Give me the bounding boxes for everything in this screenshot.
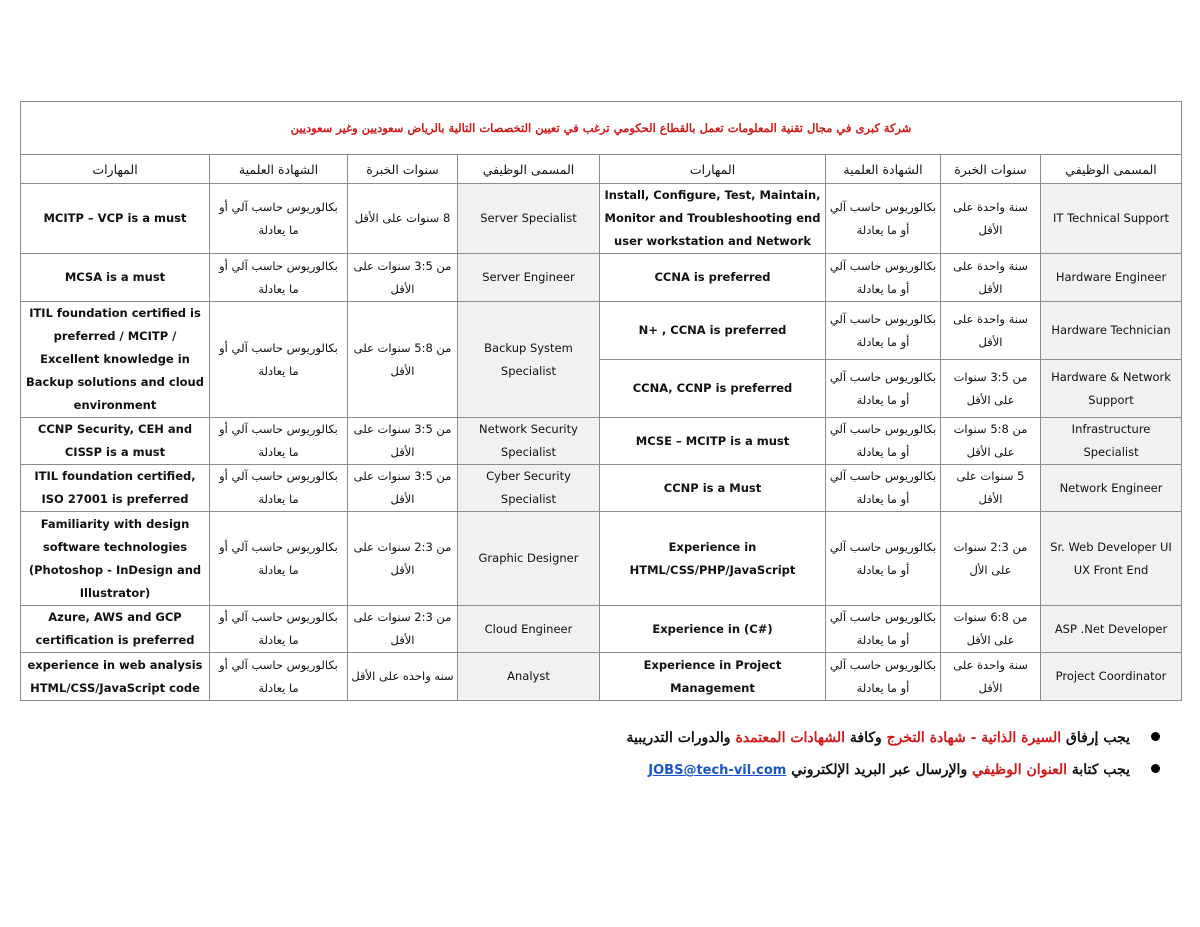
degree-cell: بكالوريوس حاسب آلي أو ما يعادلة <box>826 418 941 465</box>
header-skills-left: المهارات <box>21 155 210 184</box>
header-experience-left: سنوات الخبرة <box>348 155 458 184</box>
table-row <box>21 606 1182 653</box>
skills-cell: ITIL foundation certified is preferred / MCITP / Excellent knowledge in Backup solutions and cloud environment <box>21 302 210 418</box>
skills-cell: Experience in Project Management <box>600 653 826 701</box>
degree-cell: بكالوريوس حاسب آلي أو ما يعادلة <box>826 254 941 302</box>
experience-cell: من 3:5 سنوات على الأقل <box>348 254 458 302</box>
header-row <box>21 155 1182 184</box>
degree-cell: بكالوريوس حاسب آلي أو ما يعادلة <box>826 302 941 360</box>
degree-cell: بكالوريوس حاسب آلي أو ما يعادلة <box>826 606 941 653</box>
job-title-cell: Server Engineer <box>458 254 600 302</box>
degree-cell: بكالوريوس حاسب آلي أو ما يعادلة <box>210 606 348 653</box>
job-title-cell: IT Technical Support <box>1041 184 1182 254</box>
note-attachments <box>560 722 1160 754</box>
experience-cell: 8 سنوات على الأقل <box>348 184 458 254</box>
table-row <box>21 465 1182 512</box>
job-title-cell: Backup System Specialist <box>458 302 600 418</box>
note-highlight: الشهادات المعتمدة <box>735 730 845 746</box>
table-row <box>21 254 1182 302</box>
degree-cell: بكالوريوس حاسب آلي أو ما يعادلة <box>210 302 348 418</box>
note-email <box>560 754 1160 786</box>
header-degree-right: الشهادة العلمية <box>826 155 941 184</box>
note-highlight: العنوان الوظيفي <box>972 762 1067 778</box>
skills-cell: MCSA is a must <box>21 254 210 302</box>
experience-cell: سنة واحدة على الأقل <box>941 302 1041 360</box>
skills-cell: CCNA, CCNP is preferred <box>600 360 826 418</box>
header-skills-right: المهارات <box>600 155 826 184</box>
table-row <box>21 184 1182 254</box>
skills-cell: experience in web analysis HTML/CSS/JavaScript code <box>21 653 210 701</box>
experience-cell: من 3:5 سنوات على الأقل <box>348 418 458 465</box>
job-title-cell: Infrastructure Specialist <box>1041 418 1182 465</box>
job-title-cell: Network Engineer <box>1041 465 1182 512</box>
degree-cell: بكالوريوس حاسب آلي أو ما يعادلة <box>826 465 941 512</box>
degree-cell: بكالوريوس حاسب آلي أو ما يعادلة <box>826 184 941 254</box>
skills-cell: CCNP is a Must <box>600 465 826 512</box>
bullet-icon <box>1151 732 1160 741</box>
page-title: شركة كبرى في مجال تقنية المعلومات تعمل بالقطاع الحكومي ترغب في تعيين التخصصات التالية بالرياض سعوديين وغير سعوديين <box>21 102 1182 155</box>
table-row <box>21 418 1182 465</box>
job-title-cell: Cyber Security Specialist <box>458 465 600 512</box>
degree-cell: بكالوريوس حاسب آلي أو ما يعادلة <box>210 512 348 606</box>
requirements-notes <box>560 722 1160 786</box>
skills-cell: N+ , CCNA is preferred <box>600 302 826 360</box>
job-title-cell: Cloud Engineer <box>458 606 600 653</box>
job-title-cell: Network Security Specialist <box>458 418 600 465</box>
degree-cell: بكالوريوس حاسب آلي أو ما يعادلة <box>210 465 348 512</box>
skills-cell: ITIL foundation certified, ISO 27001 is preferred <box>21 465 210 512</box>
note-highlight: السيرة الذاتية - شهادة التخرج <box>886 730 1062 746</box>
table-row <box>21 512 1182 606</box>
skills-cell: Experience in HTML/CSS/PHP/JavaScript <box>600 512 826 606</box>
header-experience-right: سنوات الخبرة <box>941 155 1041 184</box>
experience-cell: من 2:3 سنوات على الأل <box>941 512 1041 606</box>
table-row <box>21 302 1182 360</box>
bullet-icon <box>1151 764 1160 773</box>
experience-cell: من 2:3 سنوات على الأقل <box>348 512 458 606</box>
job-title-cell: ASP .Net Developer <box>1041 606 1182 653</box>
note-text: والإرسال عبر البريد الإلكتروني <box>786 762 973 778</box>
note-text: وكافة <box>845 730 887 746</box>
experience-cell: من 2:3 سنوات على الأقل <box>348 606 458 653</box>
degree-cell: بكالوريوس حاسب آلي أو ما يعادلة <box>210 653 348 701</box>
job-title-cell: Sr. Web Developer UI UX Front End <box>1041 512 1182 606</box>
job-listing-sheet <box>20 101 1181 701</box>
job-title-cell: Hardware & Network Support <box>1041 360 1182 418</box>
job-title-cell: Graphic Designer <box>458 512 600 606</box>
skills-cell: MCSE – MCITP is a must <box>600 418 826 465</box>
skills-cell: Install, Configure, Test, Maintain, Monitor and Troubleshooting end user workstation and Network <box>600 184 826 254</box>
email-link[interactable]: JOBS@tech-vil.com <box>648 763 787 778</box>
experience-cell: سنه واحده على الأقل <box>348 653 458 701</box>
job-title-cell: Analyst <box>458 653 600 701</box>
note-text: يجب إرفاق <box>1061 730 1130 746</box>
header-title-left: المسمى الوظيفي <box>458 155 600 184</box>
degree-cell: بكالوريوس حاسب آلي أو ما يعادلة <box>210 184 348 254</box>
experience-cell: سنة واحدة على الأقل <box>941 184 1041 254</box>
experience-cell: سنة واحدة على الأقل <box>941 254 1041 302</box>
degree-cell: بكالوريوس حاسب آلي أو ما يعادلة <box>210 418 348 465</box>
note-text: يجب كتابة <box>1067 762 1130 778</box>
header-title-right: المسمى الوظيفي <box>1041 155 1182 184</box>
skills-cell: CCNA is preferred <box>600 254 826 302</box>
note-text: والدورات التدريبية <box>626 730 736 746</box>
header-degree-left: الشهادة العلمية <box>210 155 348 184</box>
job-title-cell: Server Specialist <box>458 184 600 254</box>
experience-cell: من 3:5 سنوات على الأقل <box>941 360 1041 418</box>
degree-cell: بكالوريوس حاسب آلي أو ما يعادلة <box>210 254 348 302</box>
experience-cell: من 5:8 سنوات على الأقل <box>941 418 1041 465</box>
degree-cell: بكالوريوس حاسب آلي أو ما يعادلة <box>826 360 941 418</box>
degree-cell: بكالوريوس حاسب آلي أو ما يعادلة <box>826 512 941 606</box>
experience-cell: من 5:8 سنوات على الأقل <box>348 302 458 418</box>
jobs-table <box>20 101 1182 701</box>
experience-cell: 5 سنوات على الأقل <box>941 465 1041 512</box>
job-title-cell: Hardware Technician <box>1041 302 1182 360</box>
skills-cell: CCNP Security, CEH and CISSP is a must <box>21 418 210 465</box>
skills-cell: MCITP – VCP is a must <box>21 184 210 254</box>
degree-cell: بكالوريوس حاسب آلي أو ما يعادلة <box>826 653 941 701</box>
experience-cell: من 6:8 سنوات على الأقل <box>941 606 1041 653</box>
skills-cell: Experience in (C#) <box>600 606 826 653</box>
skills-cell: Familiarity with design software technologies (Photoshop - InDesign and Illustrator) <box>21 512 210 606</box>
table-row <box>21 653 1182 701</box>
job-title-cell: Hardware Engineer <box>1041 254 1182 302</box>
job-title-cell: Project Coordinator <box>1041 653 1182 701</box>
experience-cell: من 3:5 سنوات على الأقل <box>348 465 458 512</box>
skills-cell: Azure, AWS and GCP certification is preferred <box>21 606 210 653</box>
experience-cell: سنة واحدة على الأقل <box>941 653 1041 701</box>
